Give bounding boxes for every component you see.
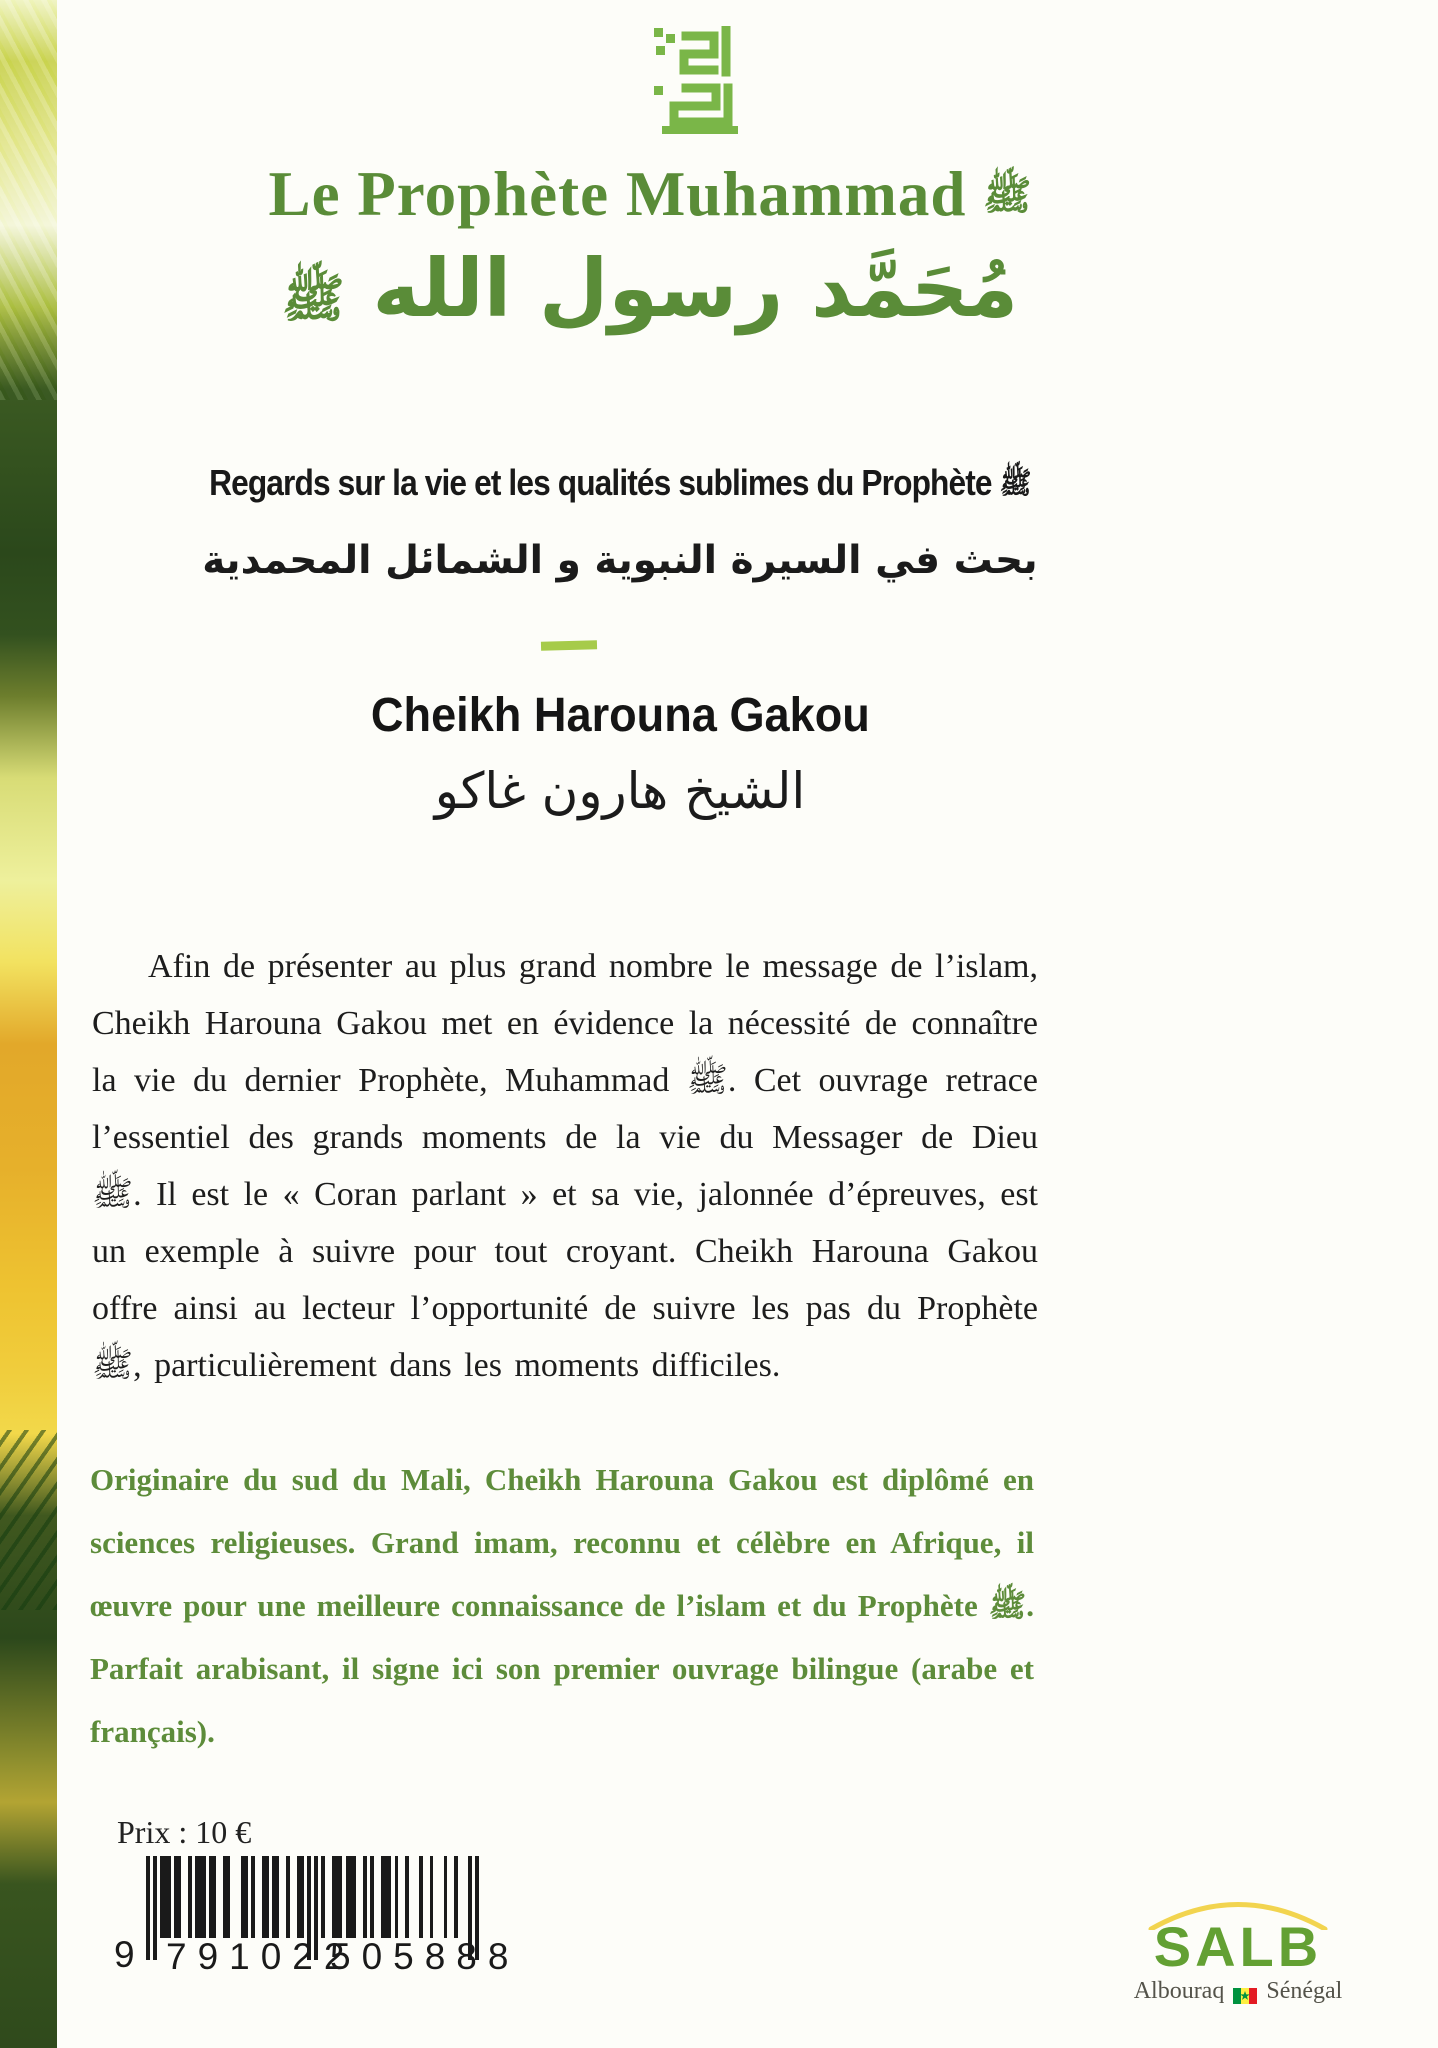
- senegal-flag-icon: [1233, 1984, 1257, 2000]
- title-french-text: Le Prophète Muhammad: [268, 159, 967, 229]
- green-divider-line: [541, 640, 597, 650]
- kufic-calligraphy-logo-icon: [652, 26, 740, 134]
- back-cover-paragraph: Afin de présenter au plus grand nombre le message de l’islam, Cheikh Harouna Gakou met en évidence la nécessité de connaître la vie du dernier Prophète, Muhammad ﷺ. Cet ouvrage retrace l’essentiel des grands moments de la vie du Messager de Dieu ﷺ. Il est le « Coran parlant » et sa vie, jalonnée d’épreuves, est un exemple à suivre pour tout croyant. Cheikh Harouna Gakou offre ainsi au lecteur l’opportunité de suivre les pas du Prophète ﷺ, particulièrement dans les moments difficiles.: [92, 948, 1038, 1384]
- author-bio-paragraph: Originaire du sud du Mali, Cheikh Harouna Gakou est diplômé en sciences religieuses. Grand imam, reconnu et célèbre en Afrique, il œuvre pour une meilleure connaissance de l’islam et du Prophète ﷺ. Parfait arabisant, il signe ici son premier ouvrage bilingue (arabe et français).: [90, 1462, 1034, 1749]
- publisher-subline: [1133, 1978, 1343, 2005]
- author-arabic: الشيخ هارون غاكو: [434, 762, 806, 820]
- title-arabic-text: مُحَمَّد رسول الله: [372, 242, 1019, 335]
- author-french: [0, 688, 1240, 743]
- author-french-text: Cheikh Harouna Gakou: [370, 689, 870, 742]
- saw-calligraphy-icon: ﷺ: [983, 173, 1032, 219]
- palm-trees-texture: [0, 1430, 57, 1610]
- barcode-digits-left: 791022: [166, 1936, 356, 1977]
- title-arabic: [0, 234, 1300, 354]
- saw-calligraphy-icon: ﷺ: [999, 466, 1032, 501]
- subtitle-french-text: Regards sur la vie et les qualités sublimes du Prophète: [208, 462, 992, 503]
- subtitle-french: [0, 462, 1240, 508]
- barcode-digits-right: 505888: [330, 1936, 520, 1977]
- publisher-imprint: Albouraq: [1133, 1978, 1225, 2004]
- saw-calligraphy-icon: ﷺ: [281, 269, 345, 329]
- publisher-country: Sénégal: [1266, 1978, 1343, 2004]
- isbn-barcode: [114, 1856, 520, 1996]
- subtitle-arabic: بحث في السيرة النبوية و الشمائل المحمدية: [202, 538, 1038, 583]
- publisher-logo: [1133, 1896, 1343, 2005]
- price-label: Prix : 10 €: [117, 1814, 252, 1850]
- title-french: [0, 158, 1300, 231]
- publisher-name: SALB: [1153, 1915, 1323, 1978]
- barcode-digit-prefix: 9: [114, 1934, 135, 1975]
